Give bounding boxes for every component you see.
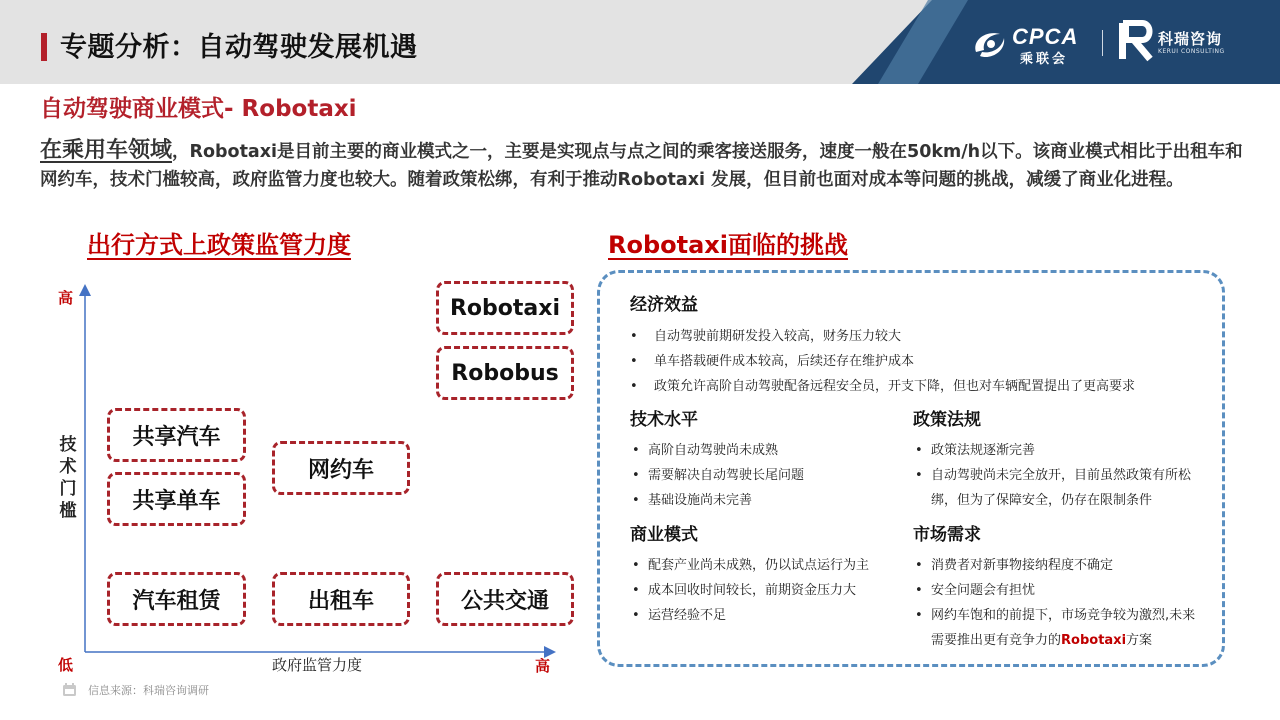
mode-shared-bike: 共享单车	[107, 472, 246, 526]
kerui-logo-cn: 科瑞咨询	[1158, 30, 1223, 48]
market-item-suffix: 方案	[1126, 633, 1153, 648]
y-axis-high-label: 高	[58, 289, 74, 307]
mode-robotaxi: Robotaxi	[436, 281, 574, 335]
source-note: 信息来源：科瑞咨询调研	[88, 684, 209, 697]
economic-list	[628, 324, 1218, 399]
cpca-swirl-icon	[970, 26, 1010, 62]
robotaxi-highlight: Robotaxi	[1061, 633, 1127, 648]
mode-shared-car: 共享汽车	[107, 408, 246, 462]
list-item: • 运营经验不足	[630, 603, 905, 628]
intro-lead: 在乘用车领域	[40, 138, 173, 163]
positioning-chart	[0, 0, 600, 700]
intro-text: ，Robotaxi是目前主要的商业模式之一，主要是实现点与点之间的乘客接送服务，速度一般在50km/h以下。该商业模式相比于出租车和网约车，技术门槛较高，政府监管力度也较大。随着政策松绑，有利于推动Robotaxi 发展，但目前也面对成本等问题的挑战，减缓了商业化进程。	[40, 142, 1243, 190]
technology-list	[630, 438, 900, 513]
x-axis-high-label: 高	[535, 657, 551, 675]
mode-ride-hailing: 网约车	[272, 441, 410, 495]
technology-title: 技术水平	[630, 410, 698, 430]
kerui-logo-icon	[1116, 20, 1156, 62]
list-item: • 高阶自动驾驶尚未成熟	[630, 438, 900, 463]
mode-car-rental: 汽车租赁	[107, 572, 246, 626]
list-item: • 单车搭载硬件成本较高，后续还存在维护成本	[628, 349, 1218, 374]
y-axis-title: 技术门槛	[59, 435, 77, 521]
policy-list	[913, 438, 1205, 513]
mode-taxi: 出租车	[272, 572, 410, 626]
list-item: • 配套产业尚未成熟，仍以试点运行为主	[630, 553, 905, 578]
right-heading: Robotaxi面临的挑战	[608, 231, 849, 259]
list-item: • 消费者对新事物接纳程度不确定	[913, 553, 1205, 578]
list-item: • 基础设施尚未完善	[630, 488, 900, 513]
cpca-logo-text: CPCA	[1012, 24, 1079, 49]
market-item-text: 网约车饱和的前提下，市场竞争较为激烈,未来需要推出更有竞争力的	[931, 608, 1196, 648]
cpca-logo-cn: 乘联会	[1020, 52, 1069, 67]
list-item	[913, 603, 1205, 653]
list-item: • 政策允许高阶自动驾驶配备远程安全员，开支下降，但也对车辆配置提出了更高要求	[628, 374, 1218, 399]
list-item: • 政策法规逐渐完善	[913, 438, 1205, 463]
kerui-logo-en: KERUI CONSULTING	[1158, 48, 1225, 55]
left-heading: 出行方式上政策监管力度	[87, 231, 351, 259]
list-item: • 自动驾驶尚未完全放开，目前虽然政策有所松绑，但为了保障安全，仍存在限制条件	[913, 463, 1205, 513]
origin-low-label: 低	[58, 656, 74, 674]
calendar-icon	[62, 682, 77, 697]
section-title: 自动驾驶商业模式- Robotaxi	[40, 96, 357, 122]
page-title: 专题分析：自动驾驶发展机遇	[60, 32, 418, 63]
business-model-title: 商业模式	[630, 525, 698, 545]
list-item: • 成本回收时间较长，前期资金压力大	[630, 578, 905, 603]
logo-divider	[1102, 30, 1103, 56]
business-model-list	[630, 553, 905, 628]
market-demand-title: 市场需求	[913, 525, 981, 545]
mode-public-transit: 公共交通	[436, 572, 574, 626]
mode-robobus: Robobus	[436, 346, 574, 400]
list-item: • 安全问题会有担忧	[913, 578, 1205, 603]
cpca-logo	[970, 22, 1092, 66]
policy-title: 政策法规	[913, 410, 981, 430]
economic-title: 经济效益	[630, 295, 698, 315]
market-demand-list	[913, 553, 1205, 653]
x-axis-title: 政府监管力度	[272, 656, 363, 674]
list-item: • 需要解决自动驾驶长尾问题	[630, 463, 900, 488]
list-item: • 自动驾驶前期研发投入较高，财务压力较大	[628, 324, 1218, 349]
